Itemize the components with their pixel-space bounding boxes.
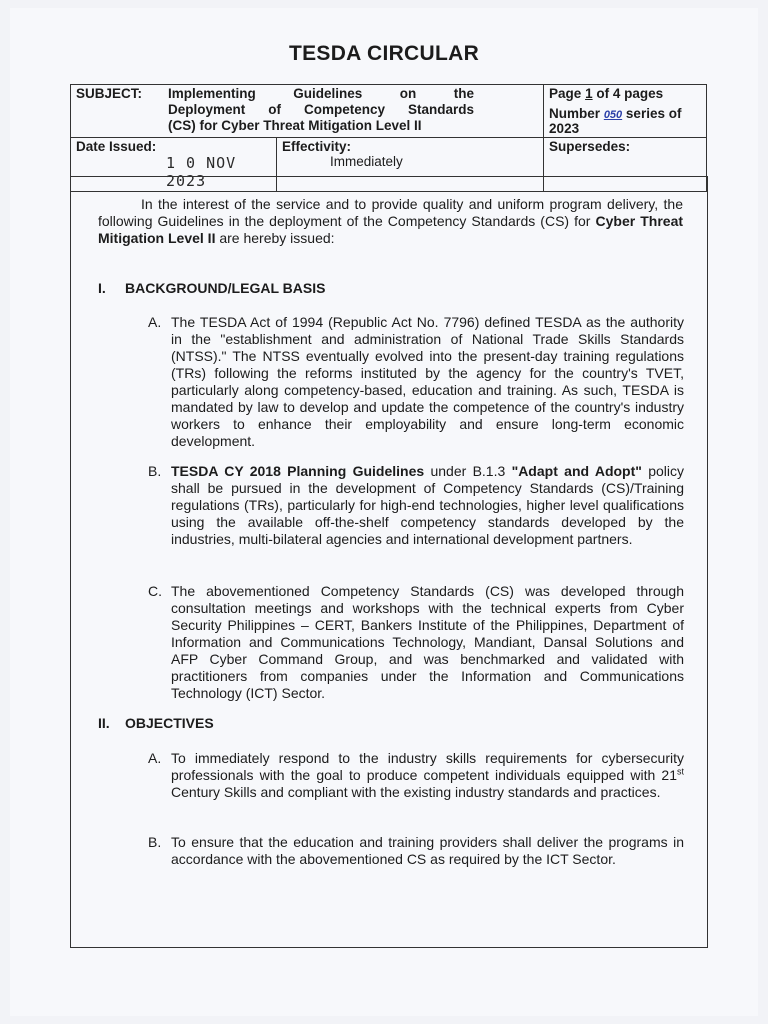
subject-line-1: Implementing Guidelines on the — [168, 86, 474, 101]
section-2-item-a: A. To immediately respond to the industry skills requirements for cybersecurity professionals with the goal to produce competent individuals equipped with 21st Century Skills and compliant with the existing industry standards and practices. — [148, 750, 684, 800]
intro-qualification: Cyber Threat Mitigation Level II — [98, 213, 684, 246]
effectivity-value: Immediately — [330, 154, 403, 169]
section-1-item-b: B. TESDA CY 2018 Planning Guidelines under B.1.3 "Adapt and Adopt" policy shall be pursued in the development of Competency Standards (CS)/Training regulations (TRs), particularly for high-end technologies, higher level qualifications using the available off-the-shelf competency standards developed by the industries, multi-bilateral agencies and international development partners. — [148, 463, 684, 547]
subject-text — [168, 86, 474, 134]
section-2-item-b: B. To ensure that the education and training providers shall deliver the programs in accordance with the abovementioned CS as required by the ICT Sector. — [148, 834, 684, 867]
circular-number: Number 050 series of 2023 — [549, 106, 682, 136]
page-count: Page 1 of 4 pages — [549, 86, 664, 101]
subject-line-2: Deployment of Competency Standards — [168, 102, 474, 117]
effectivity-label: Effectivity: — [282, 139, 352, 154]
section-1-item-a: A. The TESDA Act of 1994 (Republic Act No. 7796) defined TESDA as the authority in the "establishment and administration of National Trade Skills Standards (NTSS)." The NTSS eventually evolved into the present-day training regulations (TRs) following the reforms instituted by the agency for the country's TVET, particularly along competency-based, education and training. As such, TESDA is mandated by law to develop and update the competence of the country's industry workers to enhance their employability and ensure long-term economic development. — [148, 314, 684, 449]
circular-number-handwritten: 050 — [603, 109, 623, 121]
supersedes-label: Supersedes: — [549, 139, 631, 154]
section-1-heading: I. BACKGROUND/LEGAL BASIS — [98, 280, 326, 296]
date-issued-stamp: 1 0 NOV 2023 — [166, 154, 237, 190]
subject-label: SUBJECT: — [76, 86, 143, 101]
document-title: TESDA CIRCULAR — [288, 42, 480, 65]
subject-cell — [71, 85, 544, 138]
section-1-item-c: C. The abovementioned Competency Standards (CS) was developed through consultation meetings and workshops with the technical experts from Cyber Security Philippines – CERT, Bankers Institute of the Philippines, Department of Information and Communications Technology, Mandiant, Dansal Solutions and AFP Cyber Command Group, and was benchmarked and validated with practitioners from companies under the Information and Communications Technology (ICT) Sector. — [148, 583, 684, 701]
page-current: 1 — [585, 86, 593, 101]
section-2-heading: II. OBJECTIVES — [98, 715, 214, 731]
intro-paragraph: In the interest of the service and to provide quality and uniform program delivery, the following Guidelines in the deployment of the Competency Standards (CS) for Cyber Threat Mitigation Level II are hereby issued: — [98, 196, 684, 246]
page-number-cell — [544, 85, 707, 138]
subject-line-3: (CS) for Cyber Threat Mitigation Level II — [168, 118, 422, 133]
date-issued-label: Date Issued: — [76, 139, 157, 154]
